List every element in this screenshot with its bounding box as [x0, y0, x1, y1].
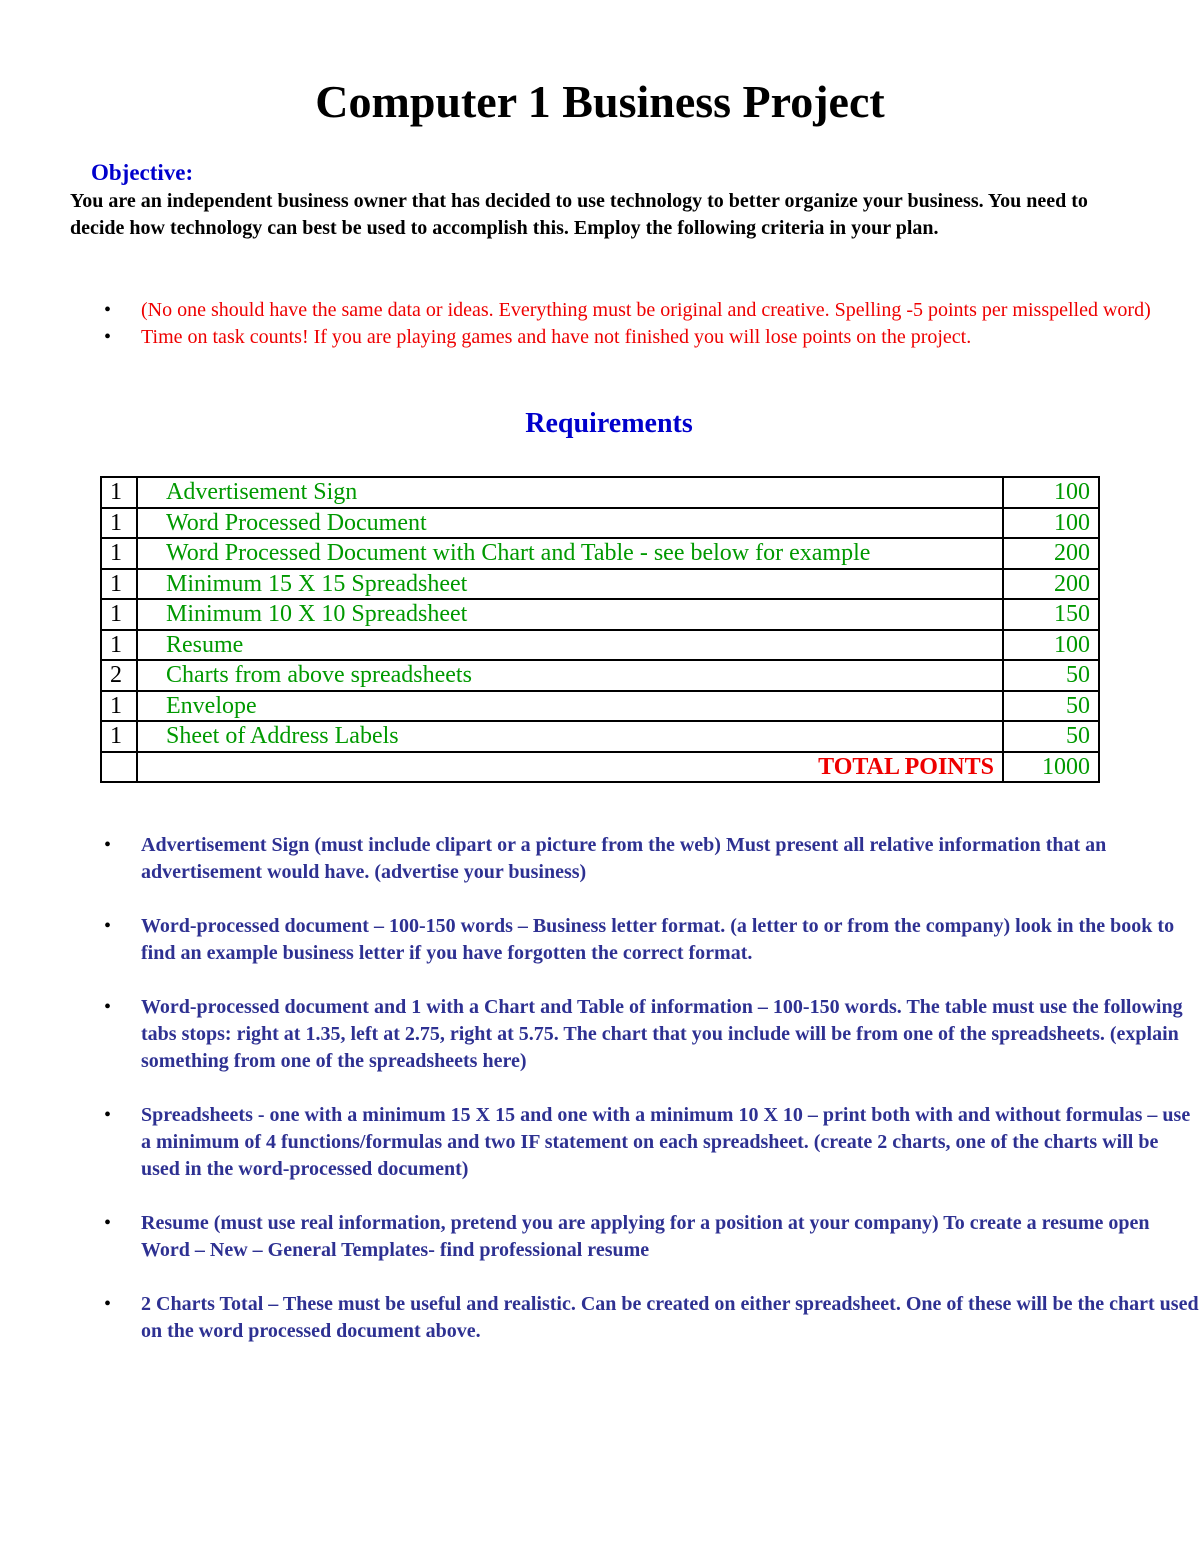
page-title: Computer 1 Business Project — [315, 76, 885, 127]
table-row — [101, 477, 1099, 508]
row-quantity: 1 — [101, 538, 137, 569]
bullet-icon: • — [104, 915, 112, 937]
table-row — [101, 569, 1099, 600]
detail-item — [104, 1210, 1200, 1264]
total-label: TOTAL POINTS — [137, 752, 1003, 783]
rule-item — [104, 324, 1200, 350]
detail-text: Spreadsheets - one with a minimum 15 X 15 and one with a minimum 10 X 10 – print both with and without formulas – use a minimum of 4 functions/formulas and two IF statement on each spreadsheet. (create 2 charts, one of the charts will be used in the word-processed document) — [141, 1104, 1191, 1180]
requirements-table — [100, 476, 1100, 783]
bullet-icon: • — [104, 1212, 112, 1234]
row-quantity: 1 — [101, 599, 137, 630]
detail-item — [104, 832, 1200, 886]
bullet-icon: • — [104, 1293, 112, 1315]
detail-text: Word-processed document and 1 with a Chart and Table of information – 100-150 words. The table must use the following tabs stops: right at 1.35, left at 2.75, right at 5.75. The chart that you include will be from one of the spreadsheets. (explain something from one of the spreadsheets here) — [141, 996, 1183, 1072]
row-quantity: 1 — [101, 691, 137, 722]
rules-list — [70, 297, 1200, 351]
requirements-heading: Requirements — [525, 408, 693, 439]
details-list — [70, 832, 1200, 1345]
detail-text: Word-processed document – 100-150 words – Business letter format. (a letter to or from the company) look in the book to find an example business letter if you have forgotten the correct format. — [141, 915, 1175, 964]
row-points: 200 — [1003, 569, 1099, 600]
row-points: 50 — [1003, 721, 1099, 752]
row-points: 100 — [1003, 630, 1099, 661]
row-points: 50 — [1003, 660, 1099, 691]
total-row — [101, 752, 1099, 783]
detail-item — [104, 994, 1200, 1075]
row-item: Minimum 15 X 15 Spreadsheet — [137, 569, 1003, 600]
row-quantity: 1 — [101, 569, 137, 600]
objective-heading: Objective: — [91, 160, 194, 185]
row-item: Charts from above spreadsheets — [137, 660, 1003, 691]
row-quantity: 1 — [101, 508, 137, 539]
bullet-icon: • — [104, 299, 112, 321]
row-points: 100 — [1003, 508, 1099, 539]
total-empty-cell — [101, 752, 137, 783]
row-item: Advertisement Sign — [137, 477, 1003, 508]
row-points: 200 — [1003, 538, 1099, 569]
detail-item — [104, 1102, 1200, 1183]
row-item: Sheet of Address Labels — [137, 721, 1003, 752]
total-value: 1000 — [1003, 752, 1099, 783]
row-quantity: 1 — [101, 630, 137, 661]
bullet-icon: • — [104, 326, 112, 348]
table-row — [101, 721, 1099, 752]
row-item: Envelope — [137, 691, 1003, 722]
detail-text: 2 Charts Total – These must be useful and realistic. Can be created on either spreadsheet. One of these will be the chart used on the word processed document above. — [141, 1293, 1199, 1342]
rule-item — [104, 297, 1200, 323]
row-points: 150 — [1003, 599, 1099, 630]
table-row — [101, 508, 1099, 539]
objective-text: You are an independent business owner that has decided to use technology to better organize your business. You need to decide how technology can best be used to accomplish this. Employ the following criteria in your plan. — [70, 190, 1088, 239]
detail-item — [104, 1291, 1200, 1345]
row-item: Word Processed Document with Chart and Table - see below for example — [137, 538, 1003, 569]
bullet-icon: • — [104, 834, 112, 856]
rule-text: (No one should have the same data or ideas. Everything must be original and creative. Spelling -5 points per misspelled word) — [141, 299, 1151, 321]
row-points: 50 — [1003, 691, 1099, 722]
bullet-icon: • — [104, 1104, 112, 1126]
detail-text: Resume (must use real information, pretend you are applying for a position at your company) To create a resume open Word – New – General Templates- find professional resume — [141, 1212, 1150, 1261]
row-quantity: 1 — [101, 477, 137, 508]
table-row — [101, 691, 1099, 722]
bullet-icon: • — [104, 996, 112, 1018]
row-item: Resume — [137, 630, 1003, 661]
row-quantity: 2 — [101, 660, 137, 691]
table-row — [101, 660, 1099, 691]
row-item: Word Processed Document — [137, 508, 1003, 539]
detail-item — [104, 913, 1200, 967]
row-quantity: 1 — [101, 721, 137, 752]
row-points: 100 — [1003, 477, 1099, 508]
row-item: Minimum 10 X 10 Spreadsheet — [137, 599, 1003, 630]
detail-text: Advertisement Sign (must include clipart or a picture from the web) Must present all relative information that an advertisement would have. (advertise your business) — [141, 834, 1107, 883]
table-row — [101, 599, 1099, 630]
table-row — [101, 538, 1099, 569]
rule-text: Time on task counts! If you are playing games and have not finished you will lose points on the project. — [141, 326, 972, 348]
table-row — [101, 630, 1099, 661]
